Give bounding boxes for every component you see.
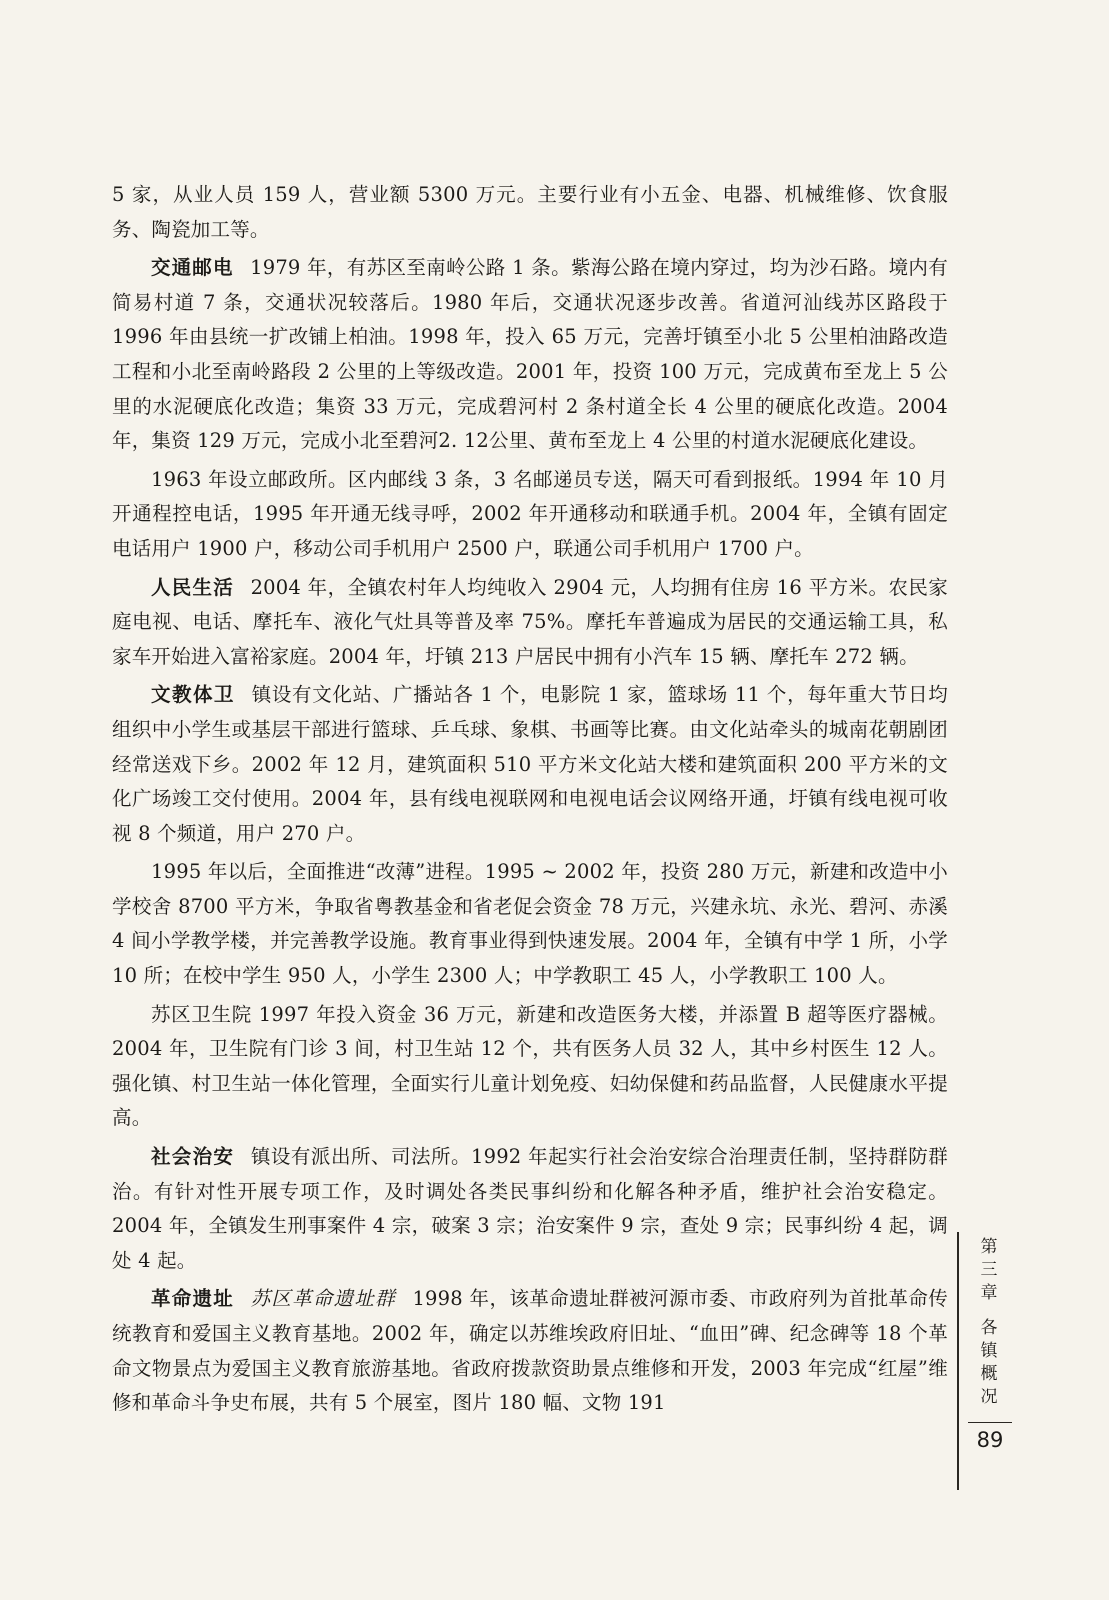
paragraph-health [112,998,948,1136]
paragraph-revolution-sites [112,1282,948,1420]
paragraph-0 [112,178,948,247]
paragraph-text: 1963 年设立邮政所。区内邮线 3 条，3 名邮递员专送，隔天可看到报纸。1994 年 10 月开通程控电话，1995 年开通无线寻呼，2002 年开通移动和联通手机。2004 年，全镇有固定电话用户 1900 户，移动公司手机用户 2500 户，联通公司手机用户 1700 户。 [112,467,948,560]
paragraph-text: 镇设有派出所、司法所。1992 年起实行社会治安综合治理责任制，坚持群防群治。有针对性开展专项工作，及时调处各类民事纠纷和化解各种矛盾，维护社会治安稳定。2004 年，全镇发生刑事案件 4 宗，破案 3 宗；治安案件 9 宗，查处 9 宗；民事纠纷 4 起，调处 4 起。 [112,1145,948,1272]
title-char: 镇 [980,1341,998,1361]
title-char: 各 [980,1318,998,1338]
paragraph-text: 1995 年以后，全面推进“改薄”进程。1995 ~ 2002 年，投资 280 万元，新建和改造中小学校舍 8700 平方米，争取省粤教基金和省老促会资金 78 万元，兴建永坑、永光、碧河、赤溪 4 间小学教学楼，并完善教学设施。教育事业得到快速发展。2004 年，全镇有中学 1 所，小学 10 所；在校中学生 950 人，小学生 2300 人；中学教职工 45 人，小学教职工 100 人。 [112,860,948,988]
side-tab-rule [957,1232,959,1490]
title-char: 概 [980,1364,998,1384]
paragraph-education [112,855,948,993]
paragraph-text: 苏区卫生院 1997 年投入资金 36 万元，新建和改造医务大楼，并添置 B 超等医疗器械。2004 年，卫生院有门诊 3 间，村卫生站 12 个，共有医务人员 32 人，其中乡村医生 12 人。强化镇、村卫生站一体化管理，全面实行儿童计划免疫、妇幼保健和药品监督，人民健康水平提高。 [112,1002,948,1130]
page-number-rule [968,1422,1012,1423]
paragraph-text: 5 家，从业人员 159 人，营业额 5300 万元。主要行业有小五金、电器、机械维修、饮食服务、陶瓷加工等。 [112,183,948,241]
chapter-char: 章 [980,1283,998,1303]
section-heading: 革命遗址 [151,1287,234,1311]
site-name: 苏区革命遗址群 [250,1287,396,1311]
page-number: 89 [976,1428,1004,1452]
paragraph-security [112,1140,948,1278]
paragraph-text: 1998 年，该革命遗址群被河源市委、市政府列为首批革命传统教育和爱国主义教育基地。2002 年，确定以苏维埃政府旧址、“血田”碑、纪念碑等 18 个革命文物景点为爱国主义教育旅游基地。省政府拨款资助景点维修和开发，2003 年完成“红屋”维修和革命斗争史布展，共有 5 个展室，图片 180 幅、文物 191 [112,1287,948,1415]
paragraph-transport [112,251,948,459]
chapter-char: 第 [980,1237,998,1257]
paragraph-culture [112,678,948,851]
chapter-char: 三 [980,1260,998,1280]
section-heading: 交通邮电 [151,256,234,280]
section-heading: 人民生活 [151,575,234,599]
side-tab-chapter [974,1236,1004,1409]
paragraph-text: 镇设有文化站、广播站各 1 个，电影院 1 家，篮球场 11 个，每年重大节日均组织中小学生或基层干部进行篮球、乒乓球、象棋、书画等比赛。由文化站牵头的城南花朝剧团经常送戏下乡。2002 年 12 月，建筑面积 510 平方米文化站大楼和建筑面积 200 平方米的文化广场竣工交付使用。2004 年，县有线电视联网和电视电话会议网络开通，圩镇有线电视可收视 8 个频道，用户 270 户。 [112,683,948,845]
paragraph-livelihood [112,571,948,675]
paragraph-text: 2004 年，全镇农村年人均纯收入 2904 元，人均拥有住房 16 平方米。农民家庭电视、电话、摩托车、液化气灶具等普及率 75%。摩托车普遍成为居民的交通运输工具，私家车开始进入富裕家庭。2004 年，圩镇 213 户居民中拥有小汽车 15 辆、摩托车 272 辆。 [112,575,948,668]
body-text [112,178,948,1421]
paragraph-text: 1979 年，有苏区至南岭公路 1 条。紫海公路在境内穿过，均为沙石路。境内有简易村道 7 条，交通状况较落后。1980 年后，交通状况逐步改善。省道河汕线苏区路段于 1996 年由县统一扩改铺上柏油。1998 年，投入 65 万元，完善圩镇至小北 5 公里柏油路改造工程和小北至南岭路段 2 公里的上等级改造。2001 年，投资 100 万元，完成黄布至龙上 5 公里的水泥硬底化改造；集资 33 万元，完成碧河村 2 条村道全长 4 公里的硬底化改造。2004 年，集资 129 万元，完成小北至碧河2. 12公里、黄布至龙上 4 公里的村道水泥硬底化建设。 [112,256,948,453]
title-char: 况 [980,1387,998,1407]
section-heading: 文教体卫 [151,683,235,707]
paragraph-postal [112,463,948,567]
section-heading: 社会治安 [151,1145,235,1169]
